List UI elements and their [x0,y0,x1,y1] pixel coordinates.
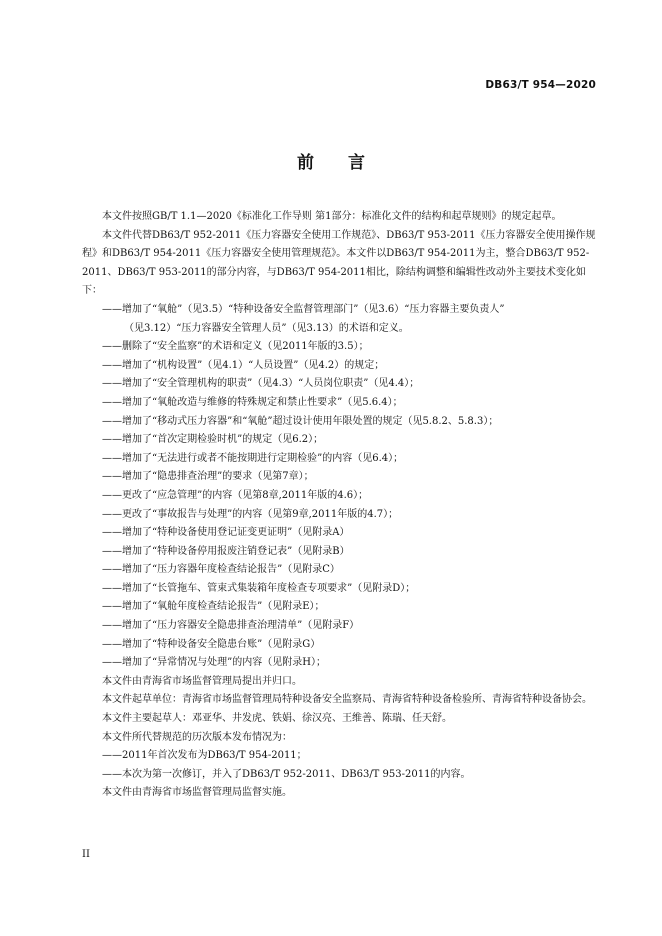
change-item: ——增加了“长管拖车、管束式集装箱年度检查专项要求”（见附录D）； [102,582,416,594]
change-item: ——增加了“氧舱年度检查结论报告”（见附录E）； [102,601,325,613]
paragraph-drafting-units: 本文件起草单位：青海省市场监督管理局特种设备安全监察局、青海省特种设备检验所、青海省特种设备协会。 [102,694,592,706]
paragraph-proposer: 本文件由青海省市场监督管理局提出并归口。 [102,675,302,687]
history-item: ——2011年首次发布为DB63/T 954-2011； [102,750,307,762]
foreword-body [82,208,602,803]
change-item: ——增加了“特种设备使用登记证变更证明”（见附录A） [102,527,350,539]
change-item: ——增加了“氧舱”（见3.5）“特种设备安全监督管理部门”（见3.6）“压力容器主要负责人” [102,303,505,315]
change-item: ——更改了“应急管理”的内容（见第8章,2011年版的4.6）； [102,489,369,501]
change-item: ——增加了“移动式压力容器”和“氧舱”超过设计使用年限处置的规定（见5.8.2、5.8.3）； [102,415,499,427]
change-item: ——增加了“特种设备安全隐患台账”（见附录G） [102,638,321,650]
change-item: ——增加了“安全管理机构的职责”（见4.3）“人员岗位职责”（见4.4）； [102,378,420,390]
change-item-continuation: （见3.12）“压力容器安全管理人员”（见3.13）的术语和定义。 [124,322,409,334]
change-item: ——增加了“隐患排查治理”的要求（见第7章）； [102,471,314,483]
change-item: ——增加了“特种设备停用报废注销登记表”（见附录B） [102,545,350,557]
change-item: ——增加了“氧舱改造与维修的特殊规定和禁止性要求”（见5.6.4）； [102,396,403,408]
page-number: II [82,849,90,860]
paragraph-replaces: 本文件代替DB63/T 952-2011《压力容器安全使用工作规范》、DB63/T 953-2011《压力容器安全使用操作规程》和DB63/T 954-2011《压力容器安全使用管理规范》。本文件以DB63/T 954-2011为主，整合DB63/T 952-2011、DB63/T 953-2011的部分内容，与DB63/T 954-2011相比，除结构调整和编辑性改动外主要技术变化如下： [82,229,596,297]
document-code: DB63/T 954—2020 [485,79,596,91]
paragraph-drafters: 本文件主要起草人：邓亚华、井发虎、铁娟、徐汉亮、王维善、陈瑞、任天舒。 [102,713,452,725]
change-item: ——增加了“异常情况与处理”的内容（见附录H）； [102,657,326,669]
change-item: ——增加了“机构设置”（见4.1）“人员设置”（见4.2）的规定； [102,359,385,371]
history-item: ——本次为第一次修订，并入了DB63/T 952-2011、DB63/T 953-2011的内容。 [102,768,471,780]
change-item: ——增加了“压力容器年度检查结论报告”（见附录C） [102,564,340,576]
change-item: ——增加了“首次定期检验时机”的规定（见6.2）； [102,434,324,446]
change-item: ——删除了“安全监察”的术语和定义（见2011年版的3.5）； [102,341,369,353]
paragraph-history-intro: 本文件所代替规范的历次版本发布情况为： [102,731,292,743]
paragraph-drafting-rule: 本文件按照GB/T 1.1—2020《标准化工作导则 第1部分：标准化文件的结构和起草规则》的规定起草。 [102,211,562,222]
change-item: ——增加了“压力容器安全隐患排查治理清单”（见附录F） [102,620,360,632]
page-title: 前 言 [297,153,379,173]
change-item: ——增加了“无法进行或者不能按期进行定期检验”的内容（见6.4）； [102,452,404,464]
paragraph-supervision: 本文件由青海省市场监督管理局监督实施。 [102,787,292,799]
change-item: ——更改了“事故报告与处理”的内容（见第9章,2011年版的4.7）； [102,508,399,520]
